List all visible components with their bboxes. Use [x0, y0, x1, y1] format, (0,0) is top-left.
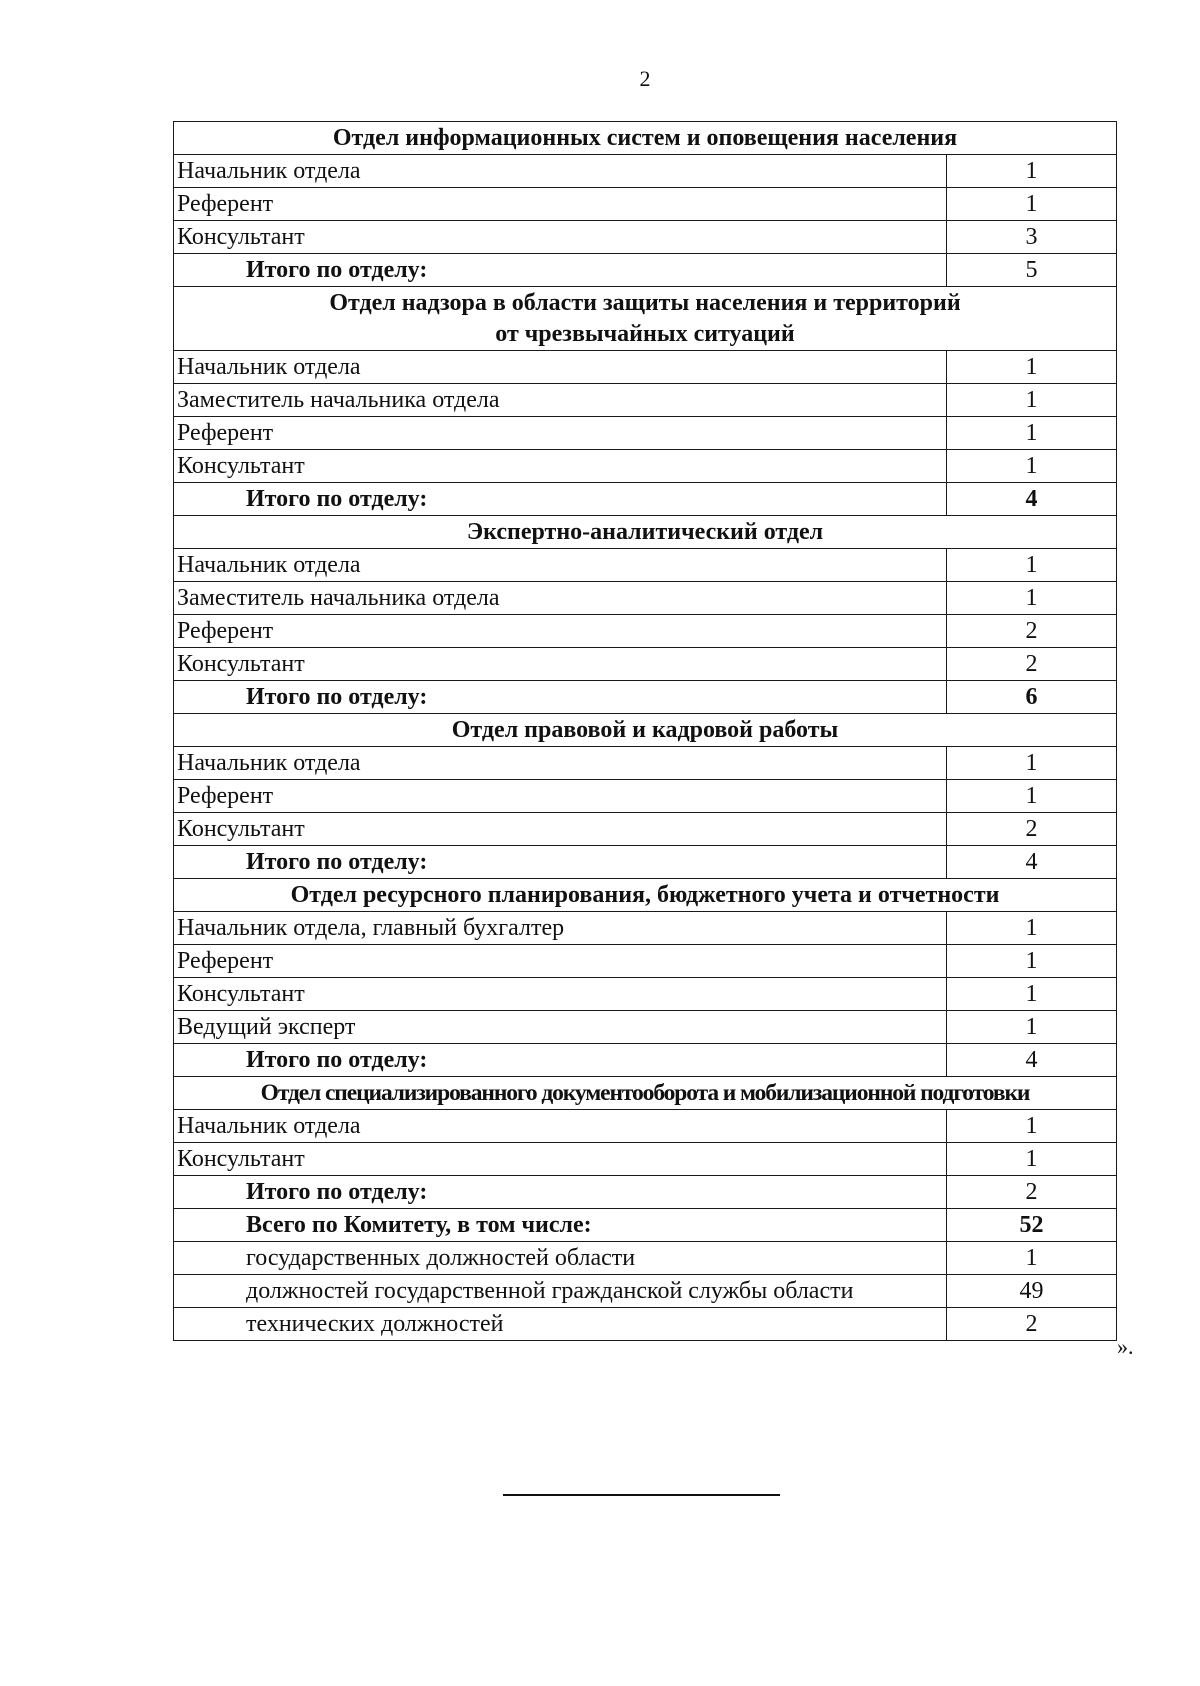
- table-row: [174, 417, 1117, 450]
- section-total-label: Итого по отделу:: [174, 1176, 947, 1209]
- section-total-row: [174, 1044, 1117, 1077]
- breakdown-label: государственных должностей области: [174, 1242, 947, 1275]
- breakdown-count: 1: [947, 1242, 1117, 1275]
- end-divider-line: [503, 1494, 780, 1496]
- breakdown-count: 49: [947, 1275, 1117, 1308]
- table-row: [174, 912, 1117, 945]
- position-label: Начальник отдела: [174, 747, 947, 780]
- position-label: Начальник отдела: [174, 1110, 947, 1143]
- table-row: [174, 648, 1117, 681]
- breakdown-row: [174, 1242, 1117, 1275]
- position-label: Ведущий эксперт: [174, 1011, 947, 1044]
- table-row: [174, 945, 1117, 978]
- section-title-line-1: Отдел надзора в области защиты населения и территорий: [329, 289, 961, 316]
- section-total-count: 6: [947, 681, 1117, 714]
- position-count: 1: [947, 417, 1117, 450]
- table-row: [174, 780, 1117, 813]
- section-total-row: [174, 483, 1117, 516]
- section-total-label: Итого по отделу:: [174, 1044, 947, 1077]
- section-title-row: [174, 1077, 1117, 1110]
- section-total-count: 5: [947, 254, 1117, 287]
- table-row: [174, 978, 1117, 1011]
- position-count: 1: [947, 747, 1117, 780]
- grand-total-label: Всего по Комитету, в том числе:: [174, 1209, 947, 1242]
- position-label: Референт: [174, 417, 947, 450]
- position-label: Консультант: [174, 221, 947, 254]
- position-count: 1: [947, 450, 1117, 483]
- position-label: Заместитель начальника отдела: [174, 582, 947, 615]
- table-row: [174, 351, 1117, 384]
- position-label: Начальник отдела: [174, 549, 947, 582]
- position-count: 2: [947, 813, 1117, 846]
- position-count: 1: [947, 912, 1117, 945]
- position-count: 1: [947, 582, 1117, 615]
- position-label: Референт: [174, 188, 947, 221]
- grand-total-row: [174, 1209, 1117, 1242]
- position-label: Референт: [174, 615, 947, 648]
- section-title-row: [174, 122, 1117, 155]
- closing-quote-mark: ».: [1117, 1334, 1134, 1359]
- position-label: Начальник отдела: [174, 155, 947, 188]
- breakdown-label: должностей государственной гражданской службы области: [174, 1275, 947, 1308]
- table-row: [174, 155, 1117, 188]
- position-count: 1: [947, 384, 1117, 417]
- position-count: 1: [947, 155, 1117, 188]
- position-label: Консультант: [174, 450, 947, 483]
- section-total-count: 4: [947, 483, 1117, 516]
- section-total-count: 2: [947, 1176, 1117, 1209]
- position-count: 1: [947, 1143, 1117, 1176]
- table-row: [174, 813, 1117, 846]
- section-total-row: [174, 846, 1117, 879]
- section-total-row: [174, 254, 1117, 287]
- position-count: 2: [947, 648, 1117, 681]
- section-title-line-2: от чрезвычайных ситуаций: [495, 320, 795, 347]
- position-count: 1: [947, 1011, 1117, 1044]
- table-row: [174, 582, 1117, 615]
- grand-total-count: 52: [947, 1209, 1117, 1242]
- position-count: 1: [947, 351, 1117, 384]
- position-count: 1: [947, 978, 1117, 1011]
- position-label: Заместитель начальника отдела: [174, 384, 947, 417]
- table-row: [174, 384, 1117, 417]
- section-total-label: Итого по отделу:: [174, 681, 947, 714]
- page-number: 2: [639, 66, 651, 91]
- position-count: 2: [947, 615, 1117, 648]
- section-title: Отдел ресурсного планирования, бюджетного учета и отчетности: [174, 879, 1117, 912]
- table-row: [174, 615, 1117, 648]
- section-title: Отдел правовой и кадровой работы: [174, 714, 1117, 747]
- section-total-count: 4: [947, 1044, 1117, 1077]
- section-title: [174, 287, 1117, 351]
- position-count: 1: [947, 188, 1117, 221]
- section-total-row: [174, 1176, 1117, 1209]
- section-title-row: [174, 287, 1117, 351]
- section-total-label: Итого по отделу:: [174, 483, 947, 516]
- table-row: [174, 1011, 1117, 1044]
- position-count: 1: [947, 549, 1117, 582]
- table-row: [174, 1110, 1117, 1143]
- position-label: Референт: [174, 945, 947, 978]
- section-title: Отдел специализированного документооборота и мобилизационной подготовки: [174, 1077, 1117, 1110]
- section-total-label: Итого по отделу:: [174, 846, 947, 879]
- position-count: 1: [947, 1110, 1117, 1143]
- position-label: Начальник отдела: [174, 351, 947, 384]
- section-title-row: [174, 516, 1117, 549]
- position-label: Консультант: [174, 648, 947, 681]
- breakdown-label: технических должностей: [174, 1308, 947, 1341]
- position-label: Начальник отдела, главный бухгалтер: [174, 912, 947, 945]
- position-count: 1: [947, 780, 1117, 813]
- breakdown-count: 2: [947, 1308, 1117, 1341]
- section-title-row: [174, 879, 1117, 912]
- table-row: [174, 549, 1117, 582]
- section-title: Отдел информационных систем и оповещения населения: [174, 122, 1117, 155]
- section-total-label: Итого по отделу:: [174, 254, 947, 287]
- position-count: 3: [947, 221, 1117, 254]
- staffing-table: [173, 121, 1117, 1341]
- breakdown-row: [174, 1275, 1117, 1308]
- section-title-row: [174, 714, 1117, 747]
- section-title: Экспертно-аналитический отдел: [174, 516, 1117, 549]
- section-total-row: [174, 681, 1117, 714]
- table-row: [174, 747, 1117, 780]
- position-label: Консультант: [174, 1143, 947, 1176]
- section-total-count: 4: [947, 846, 1117, 879]
- table-row: [174, 1143, 1117, 1176]
- position-count: 1: [947, 945, 1117, 978]
- table-row: [174, 450, 1117, 483]
- table-row: [174, 188, 1117, 221]
- position-label: Консультант: [174, 813, 947, 846]
- position-label: Референт: [174, 780, 947, 813]
- breakdown-row: [174, 1308, 1117, 1341]
- table-row: [174, 221, 1117, 254]
- position-label: Консультант: [174, 978, 947, 1011]
